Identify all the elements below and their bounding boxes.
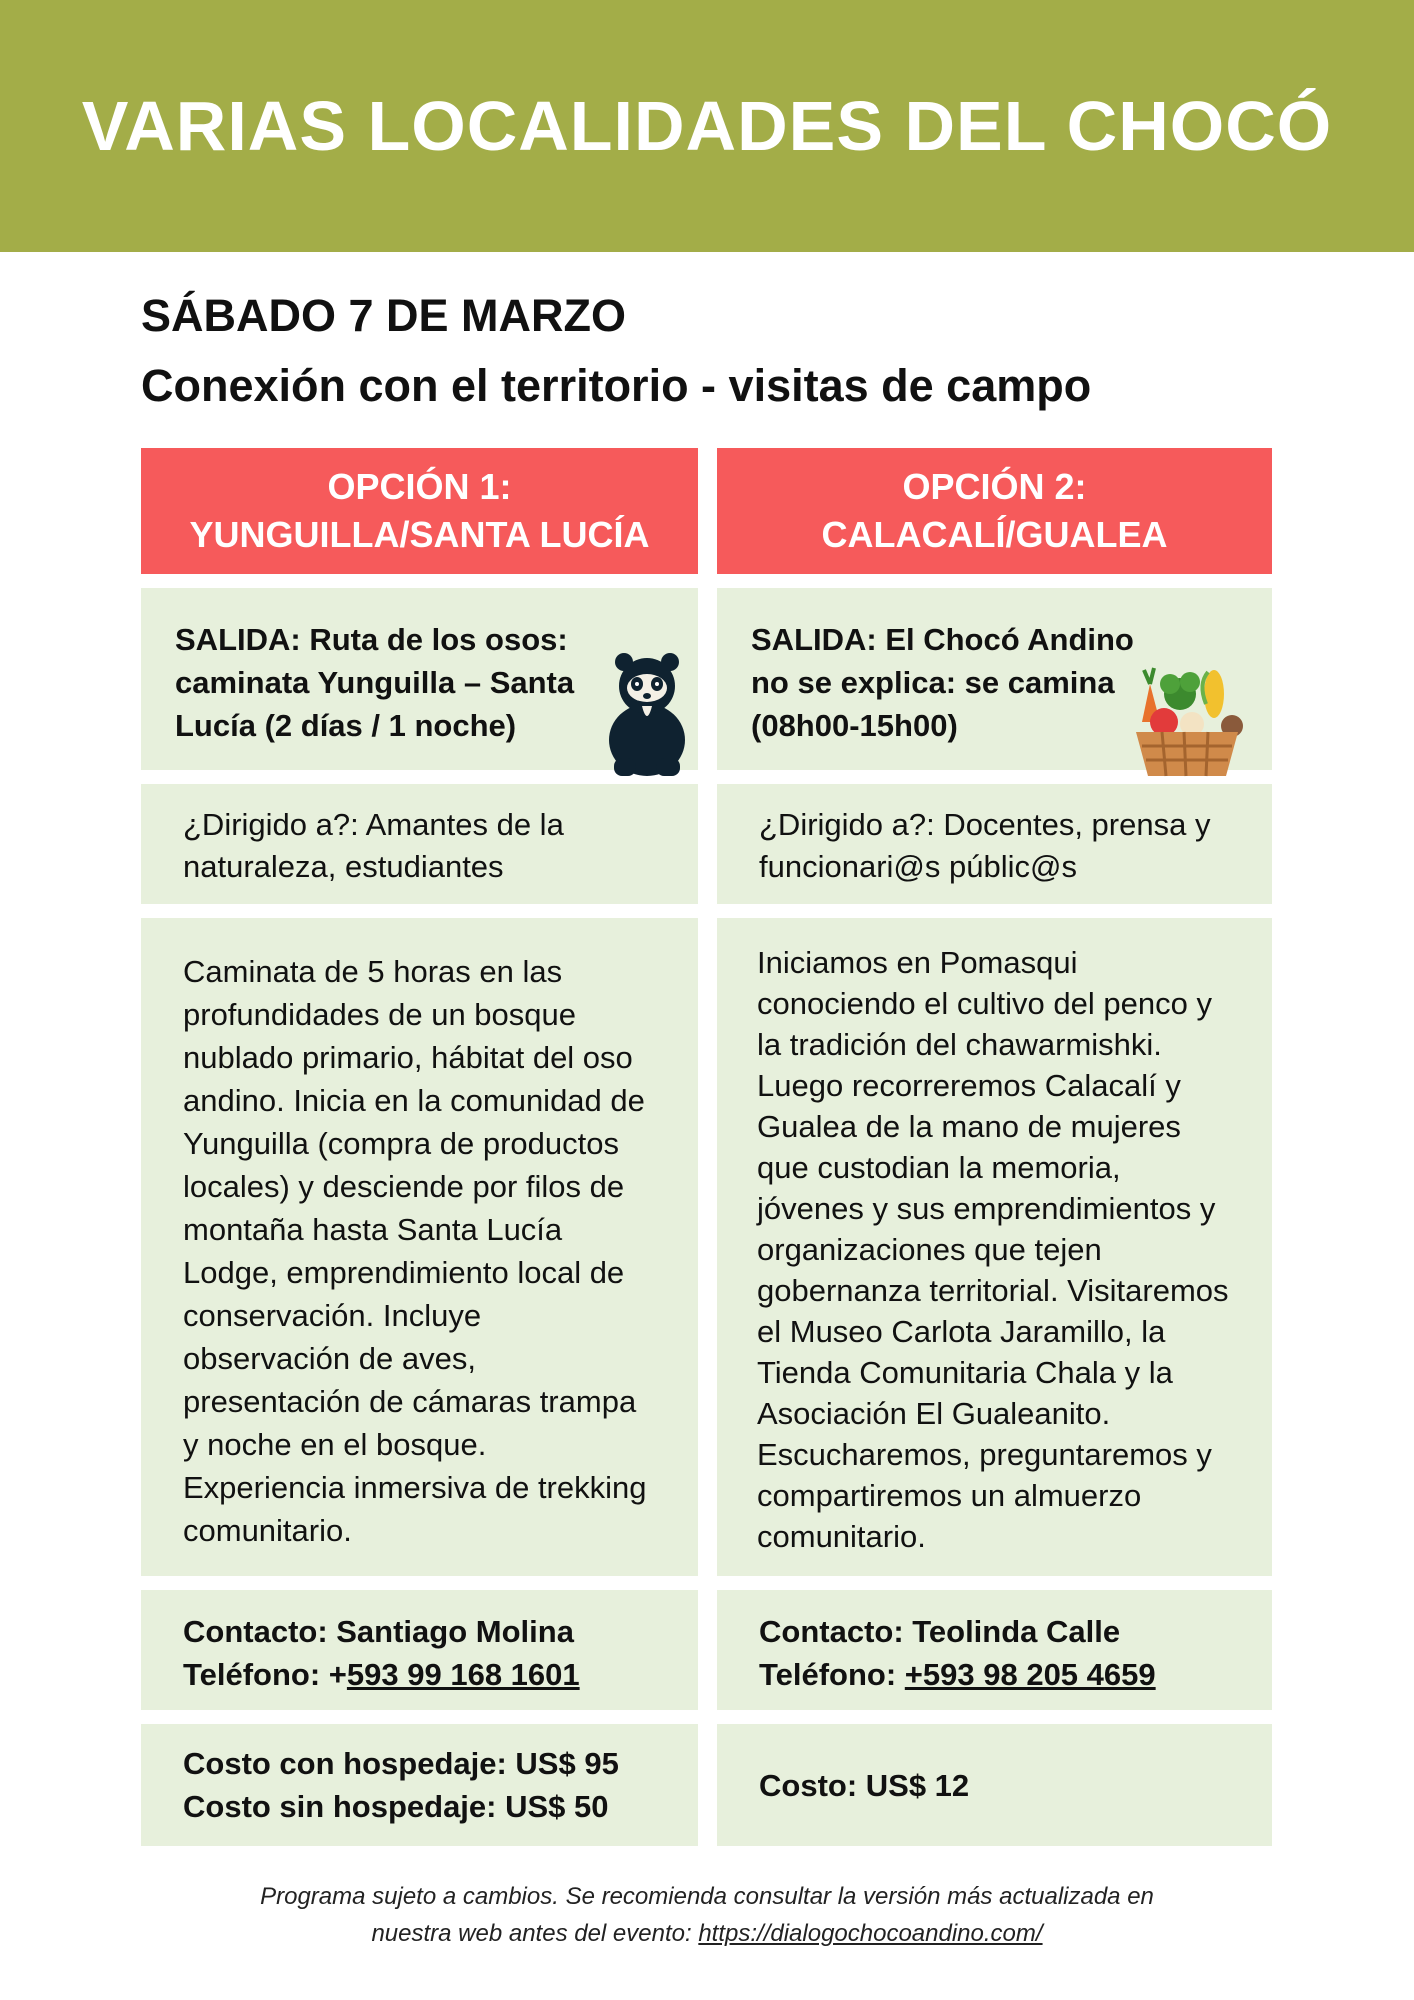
- option-2-cost-cell: [717, 1724, 1272, 1846]
- option-1-phone-label: Teléfono: +: [183, 1657, 347, 1692]
- option-2-cost: Costo: US$ 12: [759, 1767, 970, 1803]
- vegetable-basket-icon: [1122, 664, 1252, 784]
- event-subtitle: Conexión con el territorio - visitas de campo: [141, 360, 1092, 411]
- option-2-phone-number[interactable]: +593 98 205 4659: [904, 1657, 1156, 1692]
- option-2-dirigido-cell: [717, 784, 1272, 904]
- footer-note: [0, 1878, 1414, 1952]
- option-2-contact-cell: [717, 1590, 1272, 1710]
- option-1-description: Caminata de 5 horas en las profundidades de un bosque nublado primario, hábitat del oso andino. Inicia en la comunidad de Yunguilla (compra de productos locales) y desciende por filos de montaña hasta Santa Lucía Lodge, emprendimiento local de conservación. Incluye observación de aves, presentación de cámaras trampa y noche en el bosque. Experiencia inmersiva de trekking comunitario.: [183, 954, 647, 1548]
- option-1-header-line1: OPCIÓN 1:: [327, 466, 512, 507]
- option-2-phone: [759, 1653, 1230, 1696]
- option-2-header-line1: OPCIÓN 2:: [902, 466, 1087, 507]
- footer-line1: Programa sujeto a cambios. Se recomienda consultar la versión más actualizada en: [260, 1883, 1154, 1910]
- option-2-salida-cell: [717, 588, 1272, 770]
- page-title: VARIAS LOCALIDADES DEL CHOCÓ: [81, 87, 1333, 165]
- option-1-phone-number[interactable]: 593 99 168 1601: [346, 1657, 580, 1692]
- option-1-contact-cell: [141, 1590, 698, 1710]
- spectacled-bear-icon: [602, 648, 692, 778]
- footer-line2: [0, 1915, 1414, 1952]
- option-2-header-line2: CALACALÍ/GUALEA: [821, 514, 1168, 555]
- option-1-dirigido-cell: [141, 784, 698, 904]
- option-2-dirigido: ¿Dirigido a?: Docentes, prensa y funcionari@s públic@s: [759, 807, 1211, 884]
- option-2-contact: Contacto: Teolinda Calle: [759, 1614, 1121, 1649]
- option-1-header-line2: YUNGUILLA/SANTA LUCÍA: [189, 514, 650, 555]
- option-2-description: Iniciamos en Pomasqui conociendo el cultivo del penco y la tradición del chawarmishki. Luego recorreremos Calacalí y Gualea de la mano de mujeres que custodian la memoria, jóvenes y sus emprendimientos y organizaciones que tejen gobernanza territorial. Visitaremos el Museo Carlota Jaramillo, la Tienda Comunitaria Chala y la Asociación El Gualeanito. Escucharemos, preguntaremos y compartiremos un almuerzo comunitario.: [757, 945, 1229, 1554]
- option-1-salida: SALIDA: Ruta de los osos: caminata Yunguilla – Santa Lucía (2 días / 1 noche): [175, 622, 575, 743]
- option-1-cost-cell: [141, 1724, 698, 1846]
- option-1-cost-with-lodging: Costo con hospedaje: US$ 95: [183, 1746, 619, 1781]
- option-1-phone: [183, 1653, 656, 1696]
- footer-line2-prefix: nuestra web antes del evento:: [371, 1920, 699, 1947]
- option-1-contact: Contacto: Santiago Molina: [183, 1614, 574, 1649]
- website-link[interactable]: https://dialogochocoandino.com/: [698, 1920, 1043, 1947]
- option-1-dirigido: ¿Dirigido a?: Amantes de la naturaleza, estudiantes: [183, 807, 564, 884]
- option-2-header: [717, 448, 1272, 574]
- option-1-cost-without-lodging: Costo sin hospedaje: US$ 50: [183, 1789, 609, 1824]
- option-2-salida: SALIDA: El Chocó Andino no se explica: se camina (08h00-15h00): [751, 622, 1134, 743]
- title-banner: [0, 0, 1414, 252]
- option-2-phone-label: Teléfono:: [759, 1657, 905, 1692]
- event-date: SÁBADO 7 DE MARZO: [141, 290, 627, 341]
- option-2-description-cell: [717, 918, 1272, 1576]
- option-1-description-cell: [141, 918, 698, 1576]
- option-1-header: [141, 448, 698, 574]
- option-1-salida-cell: [141, 588, 698, 770]
